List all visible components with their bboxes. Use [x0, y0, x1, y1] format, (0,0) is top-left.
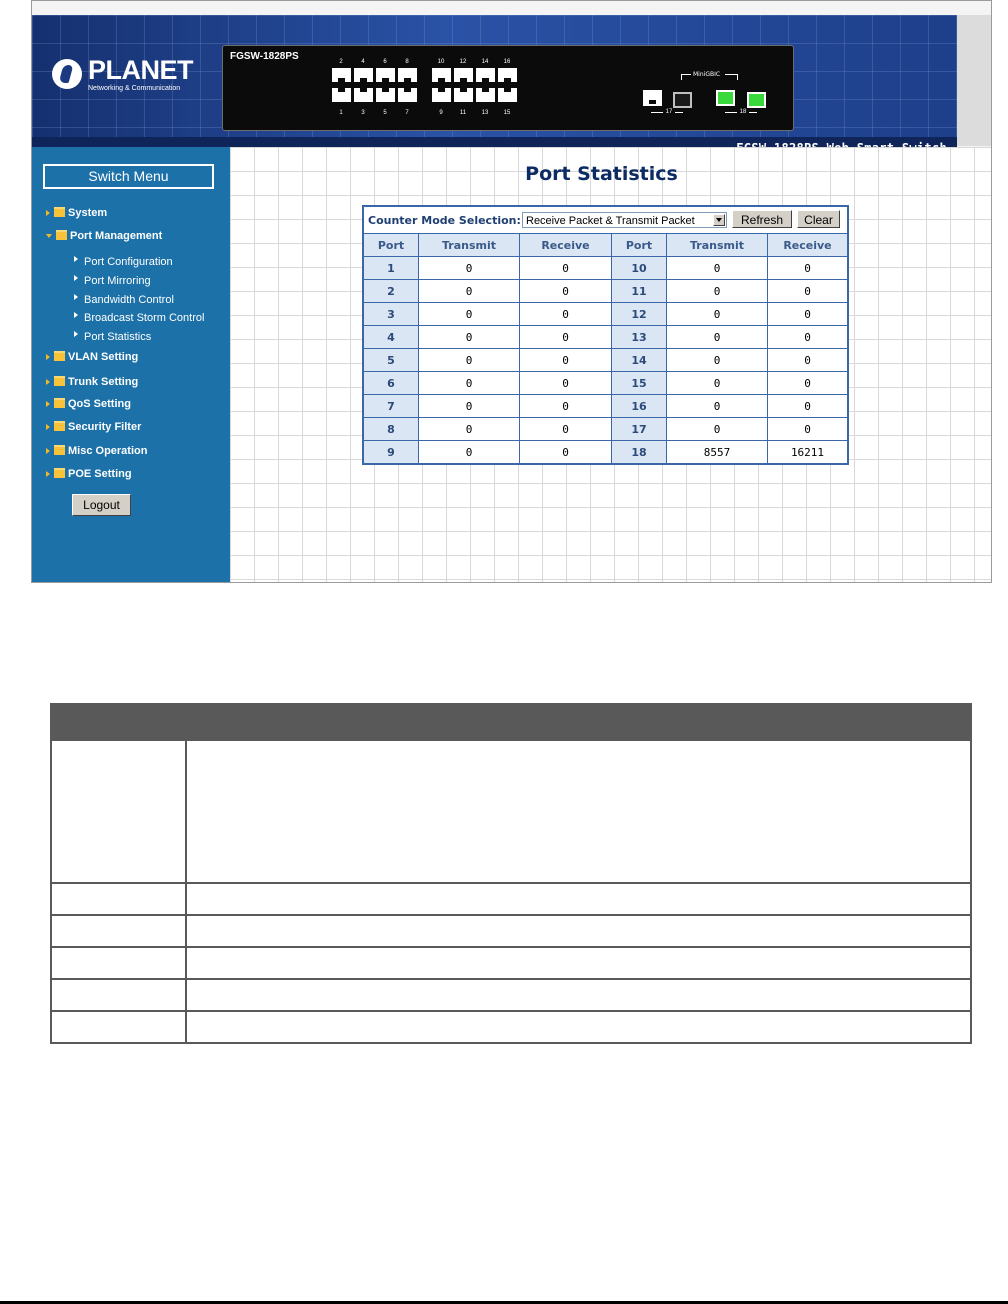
port-cell: 8 [364, 418, 419, 441]
transmit-cell: 0 [667, 418, 768, 441]
port-cell: 13 [612, 326, 667, 349]
rj45-port-icon[interactable] [376, 68, 395, 82]
bracket-line [749, 112, 757, 113]
page-title: Port Statistics [525, 163, 678, 185]
menu-item-poe-setting[interactable] [46, 468, 132, 480]
table-row [364, 418, 847, 441]
bracket-line [681, 74, 691, 75]
port-cell: 3 [364, 303, 419, 326]
folder-icon [54, 398, 65, 408]
port-number: 14 [481, 59, 489, 65]
bullet-arrow-icon [74, 256, 78, 262]
rj45-port-icon[interactable] [432, 88, 451, 102]
folder-icon [54, 207, 65, 217]
rj45-port-icon[interactable] [354, 68, 373, 82]
switch-menu-title: Switch Menu [43, 164, 214, 189]
submenu-label: Bandwidth Control [84, 294, 174, 306]
table-row [364, 280, 847, 303]
receive-cell: 0 [520, 441, 612, 464]
port-cell: 6 [364, 372, 419, 395]
counter-mode-select[interactable] [522, 212, 727, 228]
transmit-cell: 0 [419, 326, 520, 349]
menu-item-label: Misc Operation [68, 445, 148, 457]
logo-text: PLANET [88, 55, 193, 85]
rj45-port-icon[interactable] [354, 88, 373, 102]
description-header-row [51, 704, 971, 740]
table-row [364, 372, 847, 395]
rj45-port-icon[interactable] [332, 88, 351, 102]
menu-item-misc-operation[interactable] [46, 445, 147, 457]
receive-cell: 0 [520, 280, 612, 303]
receive-cell: 0 [520, 257, 612, 280]
panel-model-label: FGSW-1828PS [230, 51, 299, 62]
table-row [364, 349, 847, 372]
submenu-item-broadcast-storm-control[interactable] [74, 312, 204, 324]
receive-cell: 0 [768, 349, 848, 372]
table-row [364, 395, 847, 418]
folder-icon [54, 351, 65, 361]
menu-item-label: Security Filter [68, 421, 142, 433]
receive-cell: 0 [768, 303, 848, 326]
clear-button[interactable]: Clear [797, 210, 840, 228]
menu-item-label: QoS Setting [68, 398, 131, 410]
submenu-item-port-configuration[interactable] [74, 256, 173, 268]
port-number: 12 [459, 59, 467, 65]
rj45-port-icon[interactable] [476, 68, 495, 82]
description-cell [51, 740, 186, 883]
rj45-port-icon[interactable] [454, 68, 473, 82]
receive-cell: 0 [520, 372, 612, 395]
port-number: 13 [481, 110, 489, 116]
description-cell [186, 979, 971, 1011]
receive-cell: 0 [520, 303, 612, 326]
table-row [364, 257, 847, 280]
submenu-label: Broadcast Storm Control [84, 312, 205, 324]
submenu-item-port-mirroring[interactable] [74, 275, 151, 287]
bullet-arrow-icon [74, 294, 78, 300]
column-header: Transmit [419, 234, 520, 257]
table-header-row [364, 234, 847, 257]
switch-front-panel [222, 45, 794, 131]
bullet-arrow-icon [74, 331, 78, 337]
port-cell: 17 [612, 418, 667, 441]
receive-cell: 0 [768, 326, 848, 349]
description-cell [51, 947, 186, 979]
port-number: 5 [383, 110, 387, 116]
transmit-cell: 0 [419, 418, 520, 441]
planet-logo-icon [52, 59, 82, 89]
menu-item-label: POE Setting [68, 468, 132, 480]
port-cell: 14 [612, 349, 667, 372]
receive-cell: 0 [520, 395, 612, 418]
dropdown-arrow-icon[interactable] [713, 214, 725, 226]
menu-item-label: Trunk Setting [68, 376, 139, 388]
expand-arrow-icon [46, 379, 50, 385]
port-cell: 12 [612, 303, 667, 326]
port-number: 11 [459, 110, 467, 116]
submenu-item-bandwidth-control[interactable] [74, 294, 174, 306]
header-right-margin [957, 15, 992, 146]
receive-cell: 0 [520, 326, 612, 349]
port-number: 8 [405, 59, 409, 65]
column-header: Receive [520, 234, 612, 257]
port-number: 16 [503, 59, 511, 65]
port-number: 3 [361, 110, 365, 116]
port-number: 6 [383, 59, 387, 65]
submenu-label: Port Statistics [84, 331, 152, 343]
transmit-cell: 0 [667, 280, 768, 303]
menu-item-security-filter[interactable] [46, 421, 141, 433]
folder-icon [54, 445, 65, 455]
description-cell [51, 883, 186, 915]
submenu-item-port-statistics[interactable] [74, 331, 151, 343]
port-17-sfp-icon[interactable] [673, 92, 692, 108]
menu-item-system[interactable] [46, 207, 107, 219]
menu-item-label: Port Management [70, 230, 163, 242]
port-cell: 10 [612, 257, 667, 280]
folder-open-icon [56, 230, 67, 240]
bracket-line [725, 112, 737, 113]
expand-arrow-icon [46, 471, 50, 477]
column-header: Receive [768, 234, 848, 257]
transmit-cell: 0 [419, 257, 520, 280]
description-cell [186, 915, 971, 947]
port-number: 4 [361, 59, 365, 65]
expand-arrow-icon [46, 354, 50, 360]
description-row [51, 915, 971, 947]
header-banner [32, 15, 957, 146]
bullet-arrow-icon [74, 275, 78, 281]
switch-web-ui-screenshot [31, 0, 992, 583]
rj45-port-icon[interactable] [476, 88, 495, 102]
port-cell: 11 [612, 280, 667, 303]
submenu-label: Port Mirroring [84, 275, 151, 287]
description-cell [186, 740, 971, 883]
transmit-cell: 0 [419, 395, 520, 418]
description-row [51, 979, 971, 1011]
rj45-port-icon[interactable] [398, 88, 417, 102]
description-cell [51, 1011, 186, 1043]
transmit-cell: 0 [667, 257, 768, 280]
rj45-port-icon[interactable] [432, 68, 451, 82]
transmit-cell: 0 [419, 303, 520, 326]
port-18-copper-link-icon[interactable] [716, 90, 735, 106]
rj45-port-icon[interactable] [498, 88, 517, 102]
counter-mode-label: Counter Mode Selection: [368, 214, 521, 227]
expand-arrow-icon [46, 448, 50, 454]
submenu-label: Port Configuration [84, 256, 173, 268]
transmit-cell: 0 [667, 395, 768, 418]
receive-cell: 0 [768, 257, 848, 280]
description-row [51, 947, 971, 979]
port-cell: 1 [364, 257, 419, 280]
menu-item-label: VLAN Setting [68, 351, 139, 363]
counter-mode-value: Receive Packet & Transmit Packet [526, 215, 695, 227]
bullet-arrow-icon [74, 312, 78, 318]
description-cell [186, 947, 971, 979]
table-row [364, 303, 847, 326]
port-cell: 15 [612, 372, 667, 395]
menu-item-qos-setting[interactable] [46, 398, 131, 410]
description-row [51, 1011, 971, 1043]
receive-cell: 0 [768, 372, 848, 395]
menu-item-trunk-setting[interactable] [46, 376, 138, 388]
counter-mode-row [364, 207, 847, 234]
port-cell: 4 [364, 326, 419, 349]
rj45-port-icon[interactable] [498, 68, 517, 82]
expand-arrow-icon [46, 424, 50, 430]
planet-logo [52, 55, 212, 105]
rj45-port-icon[interactable] [332, 68, 351, 82]
port-cell: 16 [612, 395, 667, 418]
table-row [364, 326, 847, 349]
receive-cell: 16211 [768, 441, 848, 464]
receive-cell: 0 [768, 418, 848, 441]
table-row [364, 441, 847, 464]
port-number: 1 [339, 110, 343, 116]
column-header: Port [364, 234, 419, 257]
transmit-cell: 0 [667, 349, 768, 372]
description-row [51, 740, 971, 883]
transmit-cell: 0 [419, 372, 520, 395]
port-number: 7 [405, 110, 409, 116]
description-table [50, 703, 972, 1044]
folder-icon [54, 468, 65, 478]
port-statistics-table [364, 234, 847, 463]
rj45-port-icon[interactable] [376, 88, 395, 102]
port-17-copper-icon[interactable] [643, 90, 662, 106]
description-cell [51, 915, 186, 947]
port-18-label: 18 [739, 109, 747, 115]
port-number: 10 [437, 59, 445, 65]
port-number: 9 [439, 110, 443, 116]
port-cell: 9 [364, 441, 419, 464]
port-statistics-panel [362, 205, 849, 465]
transmit-cell: 0 [419, 280, 520, 303]
description-cell [51, 979, 186, 1011]
refresh-button[interactable]: Refresh [732, 210, 792, 228]
receive-cell: 0 [768, 280, 848, 303]
description-cell [186, 1011, 971, 1043]
folder-icon [54, 376, 65, 386]
menu-item-label: System [68, 207, 108, 219]
port-number: 15 [503, 110, 511, 116]
column-header: Transmit [667, 234, 768, 257]
expand-arrow-icon [46, 401, 50, 407]
bracket-line [737, 74, 738, 80]
transmit-cell: 8557 [667, 441, 768, 464]
menu-item-vlan-setting[interactable] [46, 351, 138, 363]
switch-menu-sidebar [32, 147, 230, 583]
port-cell: 2 [364, 280, 419, 303]
receive-cell: 0 [768, 395, 848, 418]
folder-icon [54, 421, 65, 431]
port-cell: 7 [364, 395, 419, 418]
expand-arrow-icon [46, 210, 50, 216]
minigbic-label: MiniGBIC [693, 71, 721, 78]
rj45-port-icon[interactable] [454, 88, 473, 102]
receive-cell: 0 [520, 349, 612, 372]
transmit-cell: 0 [667, 326, 768, 349]
description-header-cell [51, 704, 186, 740]
transmit-cell: 0 [667, 303, 768, 326]
port-17-label: 17 [665, 109, 673, 115]
rj45-port-icon[interactable] [398, 68, 417, 82]
logo-tagline: Networking & Communication [88, 85, 181, 92]
port-number: 2 [339, 59, 343, 65]
description-cell [186, 883, 971, 915]
description-row [51, 883, 971, 915]
bracket-line [651, 112, 663, 113]
bracket-line [725, 74, 737, 75]
port-18-sfp-link-icon[interactable] [747, 92, 766, 108]
transmit-cell: 0 [419, 349, 520, 372]
receive-cell: 0 [520, 418, 612, 441]
port-cell: 5 [364, 349, 419, 372]
collapse-arrow-icon [46, 234, 52, 238]
port-cell: 18 [612, 441, 667, 464]
logout-button[interactable]: Logout [72, 494, 131, 516]
transmit-cell: 0 [419, 441, 520, 464]
description-header-cell [186, 704, 971, 740]
main-content [230, 147, 992, 583]
bracket-line [675, 112, 683, 113]
transmit-cell: 0 [667, 372, 768, 395]
column-header: Port [612, 234, 667, 257]
menu-item-port-management[interactable] [46, 230, 162, 242]
bracket-line [681, 74, 682, 80]
